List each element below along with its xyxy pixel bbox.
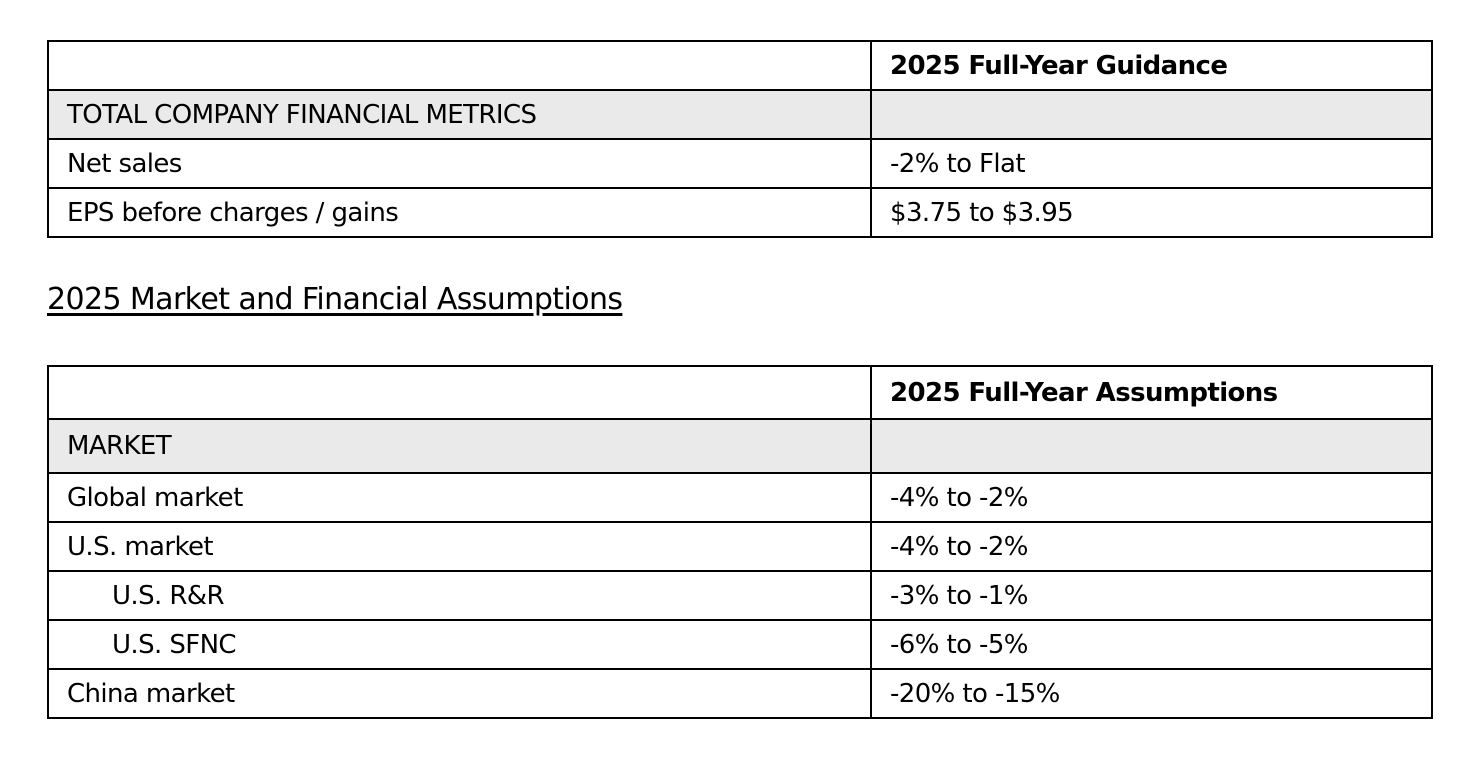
table-row bbox=[48, 473, 1432, 522]
row-label-indented: U.S. R&R bbox=[48, 571, 871, 620]
row-label: Net sales bbox=[48, 139, 871, 188]
table-row bbox=[48, 522, 1432, 571]
assumptions-section-row bbox=[48, 419, 1432, 473]
guidance-header-label-cell bbox=[48, 41, 871, 90]
table-row bbox=[48, 669, 1432, 718]
row-label: China market bbox=[48, 669, 871, 718]
row-label-indented: U.S. SFNC bbox=[48, 620, 871, 669]
assumptions-header-row bbox=[48, 366, 1432, 419]
row-value: -6% to -5% bbox=[871, 620, 1432, 669]
row-value: $3.75 to $3.95 bbox=[871, 188, 1432, 237]
table-row bbox=[48, 571, 1432, 620]
table-row bbox=[48, 139, 1432, 188]
row-value: -2% to Flat bbox=[871, 139, 1432, 188]
assumptions-section-empty-cell bbox=[871, 419, 1432, 473]
row-label: EPS before charges / gains bbox=[48, 188, 871, 237]
assumptions-header-value-cell: 2025 Full-Year Assumptions bbox=[871, 366, 1432, 419]
guidance-section-label: TOTAL COMPANY FINANCIAL METRICS bbox=[48, 90, 871, 139]
row-value: -4% to -2% bbox=[871, 473, 1432, 522]
row-label: Global market bbox=[48, 473, 871, 522]
assumptions-heading: 2025 Market and Financial Assumptions bbox=[47, 282, 623, 317]
guidance-header-row bbox=[48, 41, 1432, 90]
row-value: -4% to -2% bbox=[871, 522, 1432, 571]
table-row bbox=[48, 620, 1432, 669]
assumptions-table bbox=[47, 365, 1433, 719]
row-label: U.S. market bbox=[48, 522, 871, 571]
assumptions-section-label: MARKET bbox=[48, 419, 871, 473]
guidance-section-empty-cell bbox=[871, 90, 1432, 139]
assumptions-header-label-cell bbox=[48, 366, 871, 419]
guidance-table bbox=[47, 40, 1433, 238]
table-row bbox=[48, 188, 1432, 237]
guidance-section-row bbox=[48, 90, 1432, 139]
row-value: -20% to -15% bbox=[871, 669, 1432, 718]
row-value: -3% to -1% bbox=[871, 571, 1432, 620]
guidance-header-value-cell: 2025 Full-Year Guidance bbox=[871, 41, 1432, 90]
